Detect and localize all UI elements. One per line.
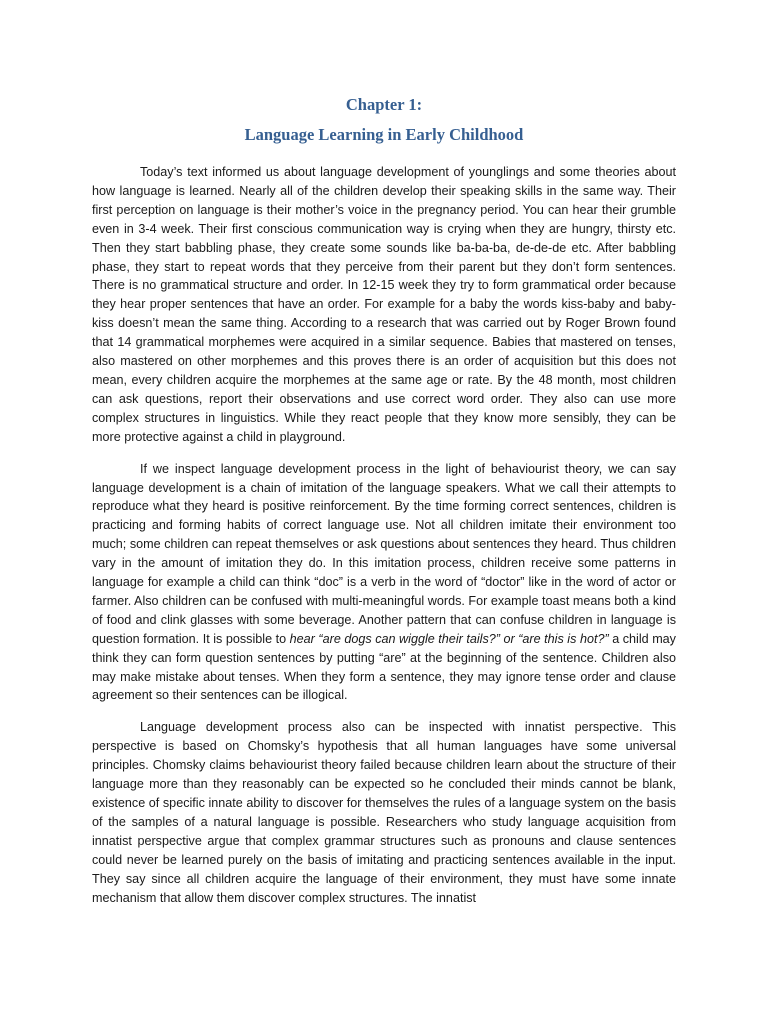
paragraph-behaviourist-theory xyxy=(92,460,676,706)
paragraph-innatist-perspective: Language development process also can be inspected with innatist perspective. This perspective is based on Chomsky’s hypothesis that all human languages have some universal principles. Chomsky claims behaviourist theory failed because children learn about the structure of their language more than they reasonably can be expected so he concluded their minds cannot be blank, existence of specific innate ability to discover for themselves the rules of a language system on the basis of the samples of a natural language is possible. Researchers who study language acquisition from innatist perspective argue that complex grammar structures such as pronouns and clause sentences could never be learned purely on the basis of imitating and practicing sentences available in the input. They say since all children acquire the language of their environment, they must have some innate mechanism that allow them discover complex structures. The innatist xyxy=(92,720,676,905)
chapter-number: Chapter 1: xyxy=(345,95,423,114)
chapter-title: Language Learning in Early Childhood xyxy=(244,125,524,144)
paragraph-text: If we inspect language development process in the light of behaviourist theory, we can say language development is a chain of imitation of the language speakers. What we call their attempts to reproduce what they heard is positive reinforcement. By the time forming correct sentences, children is practicing and forming habits of correct language use. Not all children imitate their environment too much; some children can repeat themselves or ask questions about sentences they heard. Thus children vary in the amount of imitation they do. In this imitation process, children receive some patterns in language for example a child can think “doc” is a verb in the word of “doctor” like in the word of actor or farmer. Also children can be confused with multi-meaningful words. For example toast means both a kind of food and clink glasses with some beverage. Another pattern that can confuse children in language is question formation. It is possible to xyxy=(92,461,676,646)
italic-example-questions: hear “are dogs can wiggle their tails?” or “are this is hot?” xyxy=(289,631,609,646)
paragraph-development-stages: Today’s text informed us about language development of younglings and some theories about how language is learned. Nearly all of the children develop their speaking skills in the same way. Their first perception on language is their mother’s voice in the pregnancy period. You can hear their grumble even in 3-4 week. Their first conscious communication way is crying when they are hungry, thirsty etc. Then they start babbling phase, they create some sounds like ba-ba-ba, de-de-de etc. After babbling phase, they start to repeat words that they perceive from their parent but they don’t form sentences. There is no grammatical structure and order. In 12-15 week they try to form grammatical order because they hear proper sentences that have an order. For example for a baby the words kiss-baby and baby-kiss doesn’t mean the same thing. According to a research that was carried out by Roger Brown found that 14 grammatical morphemes were acquired in a similar sequence. Babies that mastered on tenses, also mastered on other morphemes and this proves there is an order of acquisition but this does not mean, every children acquire the morphemes at the same age or rate. By the 48 month, most children can ask questions, report their observations and use correct word order. They also can use more complex structures in linguistics. While they react people that they know more sensibly, they can be more protective against a child in playground. xyxy=(92,165,676,444)
paragraph-text: a child may think they can form question sentences by putting “are” at the beginning of the sentence. Children also may make mistake about tenses. When they form a sentence, they may ignore tense order and clause agreement so their sentences can be illogical. xyxy=(92,631,676,703)
